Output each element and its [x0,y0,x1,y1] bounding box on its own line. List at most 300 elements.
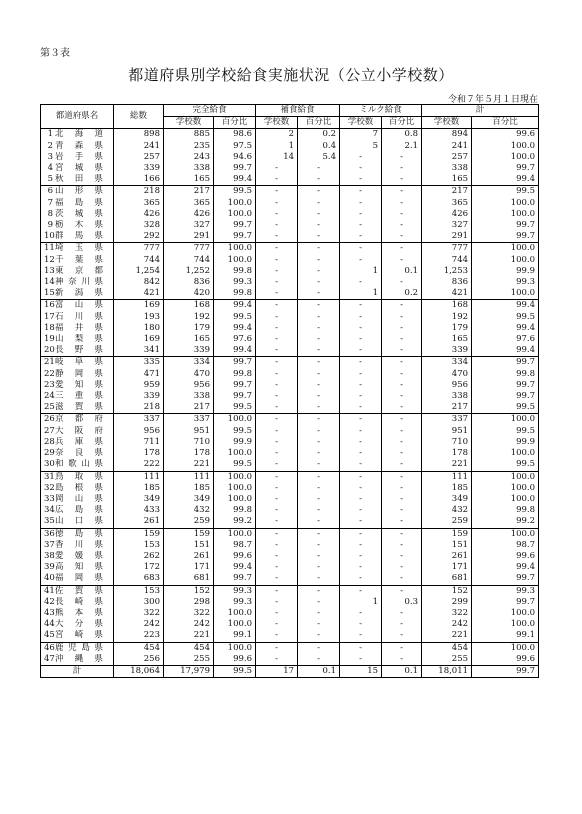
row-number: 40 [44,573,55,584]
supplementary-count-cell: - [256,186,298,198]
milk-percent-cell: 2.1 [382,141,422,152]
milk-count-cell: - [340,573,382,585]
supplementary-count-cell: - [256,334,298,345]
sum-count-cell: 836 [422,277,472,288]
milk-count-cell: 7 [340,129,382,141]
sum-percent-cell: 99.7 [472,380,539,391]
prefecture-name: 北海道 [55,129,103,140]
prefecture-name: 岡山県 [55,493,103,504]
prefecture-cell [41,129,114,141]
supplementary-percent-cell: - [298,585,340,597]
prefecture-cell [41,642,114,654]
sum-count-cell: 221 [422,630,472,642]
complete-percent-cell: 100.0 [214,198,256,209]
sum-percent-cell: 99.4 [472,345,539,357]
table-row [41,516,539,528]
milk-count-cell: 1 [340,266,382,277]
total-cell: 335 [114,357,164,369]
prefecture-name: 兵庫県 [55,436,103,447]
row-number: 44 [44,619,55,630]
milk-percent-cell: - [382,369,422,380]
complete-percent-cell: 99.4 [214,345,256,357]
table-row [41,448,539,459]
milk-percent-cell: - [382,471,422,483]
milk-percent-cell: - [382,528,422,540]
total-cell: 777 [114,243,164,255]
subheader-percent: 百分比 [214,117,256,129]
milk-count-cell: - [340,528,382,540]
sum-count-cell: 291 [422,231,472,243]
complete-percent-cell: 99.8 [214,369,256,380]
milk-percent-cell: - [382,152,422,163]
prefecture-name: 京都府 [55,414,103,425]
sum-percent-cell: 99.7 [472,357,539,369]
supplementary-percent-cell: - [298,642,340,654]
complete-count-cell: 426 [164,209,214,220]
table-row [41,414,539,426]
supplementary-count-cell: - [256,573,298,585]
row-number: 46 [44,642,55,653]
total-row [41,665,539,677]
supplementary-count-cell: - [256,300,298,312]
sum-percent-cell: 100.0 [472,608,539,619]
total-cell: 180 [114,323,164,334]
prefecture-cell [41,619,114,630]
milk-count-cell: - [340,312,382,323]
prefecture-cell [41,483,114,494]
prefecture-cell [41,516,114,528]
complete-percent-cell: 100.0 [214,243,256,255]
complete-percent-cell: 99.4 [214,562,256,573]
supplementary-percent-cell: - [298,540,340,551]
subheader-schools: 学校数 [256,117,298,129]
supplementary-percent-cell: - [298,630,340,642]
milk-percent-cell: - [382,198,422,209]
sum-count-cell: 165 [422,334,472,345]
table-row [41,288,539,300]
supplementary-percent-cell: - [298,357,340,369]
complete-percent-cell: 99.4 [214,174,256,186]
sum-percent-cell: 100.0 [472,642,539,654]
complete-percent-cell: 99.5 [214,186,256,198]
milk-percent-cell: - [382,426,422,437]
prefecture-name: 福岡県 [55,573,103,584]
sum-percent-cell: 97.6 [472,334,539,345]
sum-percent-cell: 100.0 [472,198,539,209]
supplementary-percent-cell: - [298,255,340,266]
row-number: 38 [44,550,55,561]
table-row [41,483,539,494]
total-cell: 433 [114,505,164,516]
complete-percent-cell: 99.4 [214,323,256,334]
total-cell: 300 [114,597,164,608]
supplementary-count-cell: - [256,459,298,471]
sum-percent-cell: 100.0 [472,483,539,494]
table-row [41,255,539,266]
sum-percent-cell: 99.5 [472,426,539,437]
complete-percent-cell: 99.8 [214,288,256,300]
supplementary-percent-cell: - [298,369,340,380]
as-of-date: 令和７年５月１日現在 [447,95,538,105]
complete-count-cell: 178 [164,448,214,459]
prefecture-cell [41,585,114,597]
row-number: 13 [44,265,55,276]
table-row [41,369,539,380]
supplementary-count-cell: - [256,231,298,243]
prefecture-name: 秋田県 [55,174,103,185]
milk-percent-cell: - [382,551,422,562]
total-milk-count-cell: 15 [340,665,382,677]
row-number: 16 [44,300,55,311]
supplementary-percent-cell: - [298,300,340,312]
prefecture-cell [41,471,114,483]
milk-count-cell: - [340,619,382,630]
header-supplementary: 補食給食 [256,105,340,117]
prefecture-name: 富山県 [55,300,103,311]
sum-count-cell: 744 [422,255,472,266]
complete-percent-cell: 97.5 [214,141,256,152]
table-row [41,528,539,540]
milk-percent-cell: - [382,402,422,414]
row-number: 36 [44,528,55,539]
complete-count-cell: 259 [164,516,214,528]
row-number: 21 [44,357,55,368]
total-cell: 842 [114,277,164,288]
sum-count-cell: 470 [422,369,472,380]
sum-percent-cell: 99.7 [472,220,539,231]
sum-count-cell: 432 [422,505,472,516]
sum-percent-cell: 100.0 [472,141,539,152]
total-cell: 341 [114,345,164,357]
supplementary-percent-cell: - [298,505,340,516]
complete-count-cell: 454 [164,642,214,654]
milk-percent-cell: - [382,448,422,459]
sum-percent-cell: 100.0 [472,209,539,220]
prefecture-name: 愛知県 [55,379,103,390]
prefecture-name: 宮城県 [55,163,103,174]
table-row [41,619,539,630]
total-complete-percent-cell: 99.5 [214,665,256,677]
supplementary-percent-cell: - [298,483,340,494]
row-number: 4 [47,163,53,174]
row-number: 10 [44,231,55,242]
supplementary-percent-cell: - [298,597,340,608]
table-row [41,402,539,414]
complete-percent-cell: 99.7 [214,380,256,391]
milk-percent-cell: - [382,300,422,312]
prefecture-name: 栃木県 [55,220,103,231]
row-number: 8 [47,208,53,219]
table-row [41,323,539,334]
row-number: 3 [47,151,53,162]
sum-percent-cell: 99.2 [472,516,539,528]
complete-count-cell: 221 [164,459,214,471]
prefecture-name: 山梨県 [55,334,103,345]
supplementary-count-cell: - [256,483,298,494]
complete-count-cell: 152 [164,585,214,597]
complete-count-cell: 171 [164,562,214,573]
supplementary-count-cell: - [256,243,298,255]
total-cell: 959 [114,380,164,391]
prefecture-name: 沖縄県 [55,653,103,664]
supplementary-percent-cell: - [298,608,340,619]
total-cell: 337 [114,414,164,426]
supplementary-percent-cell: - [298,471,340,483]
row-number: 32 [44,482,55,493]
total-cell: 153 [114,585,164,597]
milk-count-cell: - [340,402,382,414]
prefecture-name: 岐阜県 [55,357,103,368]
complete-percent-cell: 100.0 [214,494,256,505]
prefecture-cell [41,608,114,619]
complete-percent-cell: 99.7 [214,163,256,174]
table-row [41,642,539,654]
prefecture-cell [41,426,114,437]
table-row [41,209,539,220]
table-row [41,494,539,505]
sum-count-cell: 192 [422,312,472,323]
complete-count-cell: 185 [164,483,214,494]
sum-count-cell: 261 [422,551,472,562]
complete-percent-cell: 99.3 [214,585,256,597]
prefecture-cell [41,573,114,585]
complete-percent-cell: 100.0 [214,414,256,426]
prefecture-name: 愛媛県 [55,550,103,561]
milk-count-cell: - [340,608,382,619]
sum-percent-cell: 99.8 [472,505,539,516]
complete-percent-cell: 99.3 [214,277,256,288]
total-cell: 365 [114,198,164,209]
supplementary-percent-cell: - [298,459,340,471]
complete-percent-cell: 94.6 [214,152,256,163]
milk-percent-cell: - [382,380,422,391]
prefecture-cell [41,414,114,426]
table-row [41,380,539,391]
complete-count-cell: 339 [164,345,214,357]
total-cell: 241 [114,141,164,152]
row-number: 45 [44,630,55,641]
total-label: 計 [41,665,114,677]
prefecture-name: 熊本県 [55,607,103,618]
sum-count-cell: 168 [422,300,472,312]
prefecture-cell [41,152,114,163]
sum-count-cell: 951 [422,426,472,437]
complete-count-cell: 322 [164,608,214,619]
complete-percent-cell: 100.0 [214,448,256,459]
sum-count-cell: 334 [422,357,472,369]
complete-count-cell: 242 [164,619,214,630]
prefecture-cell [41,300,114,312]
complete-count-cell: 365 [164,198,214,209]
supplementary-count-cell: - [256,369,298,380]
sum-percent-cell: 100.0 [472,288,539,300]
supplementary-percent-cell: - [298,186,340,198]
sum-count-cell: 257 [422,152,472,163]
prefecture-cell [41,163,114,174]
supplementary-count-cell: - [256,266,298,277]
complete-count-cell: 291 [164,231,214,243]
sum-percent-cell: 99.4 [472,562,539,573]
prefecture-name: 福井県 [55,322,103,333]
milk-count-cell: - [340,357,382,369]
complete-count-cell: 235 [164,141,214,152]
supplementary-count-cell: - [256,608,298,619]
complete-count-cell: 179 [164,323,214,334]
prefecture-cell [41,174,114,186]
prefecture-cell [41,654,114,666]
supplementary-percent-cell: - [298,198,340,209]
milk-percent-cell: - [382,608,422,619]
milk-count-cell: - [340,494,382,505]
header-sum: 計 [422,105,539,117]
milk-count-cell: - [340,562,382,573]
milk-percent-cell: - [382,494,422,505]
supplementary-count-cell: - [256,551,298,562]
milk-percent-cell: - [382,391,422,402]
prefecture-cell [41,266,114,277]
supplementary-percent-cell: - [298,414,340,426]
supplementary-count-cell: - [256,391,298,402]
complete-percent-cell: 99.5 [214,459,256,471]
total-cell: 242 [114,619,164,630]
row-number: 43 [44,607,55,618]
prefecture-cell [41,323,114,334]
prefecture-name: 奈良県 [55,448,103,459]
sum-count-cell: 426 [422,209,472,220]
total-cell: 339 [114,163,164,174]
total-cell: 262 [114,551,164,562]
prefecture-name: 青森県 [55,140,103,151]
prefecture-cell [41,528,114,540]
milk-count-cell: - [340,448,382,459]
complete-percent-cell: 99.7 [214,357,256,369]
supplementary-count-cell: - [256,357,298,369]
row-number: 24 [44,391,55,402]
sum-percent-cell: 100.0 [472,619,539,630]
table-row [41,186,539,198]
sum-count-cell: 259 [422,516,472,528]
subheader-percent: 百分比 [472,117,539,129]
row-number: 9 [47,220,53,231]
supplementary-percent-cell: - [298,528,340,540]
milk-percent-cell: - [382,437,422,448]
table-row [41,152,539,163]
complete-percent-cell: 100.0 [214,471,256,483]
milk-count-cell: 1 [340,597,382,608]
complete-percent-cell: 99.5 [214,426,256,437]
milk-percent-cell: - [382,174,422,186]
supplementary-percent-cell: - [298,334,340,345]
row-number: 20 [44,345,55,356]
supplementary-count-cell: - [256,220,298,231]
total-cell: 683 [114,573,164,585]
supplementary-percent-cell: 0.4 [298,141,340,152]
milk-percent-cell: - [382,573,422,585]
total-sum-count-cell: 18,011 [422,665,472,677]
milk-count-cell: - [340,243,382,255]
sum-percent-cell: 99.3 [472,277,539,288]
prefecture-cell [41,277,114,288]
complete-count-cell: 710 [164,437,214,448]
total-cell: 256 [114,654,164,666]
supplementary-count-cell: - [256,414,298,426]
complete-count-cell: 221 [164,630,214,642]
prefecture-name: 鳥取県 [55,471,103,482]
supplementary-percent-cell: - [298,573,340,585]
prefecture-cell [41,630,114,642]
milk-percent-cell: - [382,220,422,231]
row-number: 35 [44,516,55,527]
milk-count-cell: - [340,380,382,391]
milk-count-cell: - [340,414,382,426]
complete-percent-cell: 99.8 [214,266,256,277]
sum-count-cell: 178 [422,448,472,459]
prefecture-name: 島根県 [55,482,103,493]
complete-count-cell: 956 [164,380,214,391]
prefecture-name: 佐賀県 [55,585,103,596]
total-cell: 349 [114,494,164,505]
complete-percent-cell: 99.4 [214,300,256,312]
total-supplementary-count-cell: 17 [256,665,298,677]
complete-percent-cell: 98.7 [214,540,256,551]
sum-count-cell: 171 [422,562,472,573]
sum-percent-cell: 99.7 [472,163,539,174]
supplementary-percent-cell: - [298,345,340,357]
complete-percent-cell: 100.0 [214,209,256,220]
supplementary-count-cell: - [256,345,298,357]
school-lunch-table [40,104,539,678]
milk-count-cell: - [340,152,382,163]
total-cell: 169 [114,300,164,312]
supplementary-count-cell: - [256,630,298,642]
sum-count-cell: 710 [422,437,472,448]
sum-count-cell: 956 [422,380,472,391]
sum-count-cell: 179 [422,323,472,334]
total-cell: 292 [114,231,164,243]
prefecture-name: 山形県 [55,186,103,197]
milk-percent-cell: 0.8 [382,129,422,141]
table-row [41,391,539,402]
row-number: 23 [44,379,55,390]
supplementary-percent-cell: - [298,163,340,174]
supplementary-percent-cell: - [298,288,340,300]
milk-percent-cell: - [382,255,422,266]
sum-percent-cell: 99.8 [472,369,539,380]
complete-count-cell: 432 [164,505,214,516]
sum-count-cell: 338 [422,163,472,174]
row-number: 11 [44,243,55,254]
prefecture-name: 長崎県 [55,596,103,607]
milk-percent-cell: - [382,619,422,630]
sum-count-cell: 242 [422,619,472,630]
prefecture-name: 宮崎県 [55,630,103,641]
complete-count-cell: 217 [164,186,214,198]
sum-count-cell: 339 [422,345,472,357]
table-row [41,300,539,312]
row-number: 41 [44,585,55,596]
supplementary-count-cell: - [256,562,298,573]
prefecture-name: 福島県 [55,197,103,208]
complete-count-cell: 470 [164,369,214,380]
milk-percent-cell: - [382,345,422,357]
sum-count-cell: 365 [422,198,472,209]
total-cell: 261 [114,516,164,528]
supplementary-count-cell: - [256,255,298,266]
total-cell: 711 [114,437,164,448]
milk-percent-cell: - [382,277,422,288]
total-cell: 159 [114,528,164,540]
header-total: 総数 [114,105,164,129]
